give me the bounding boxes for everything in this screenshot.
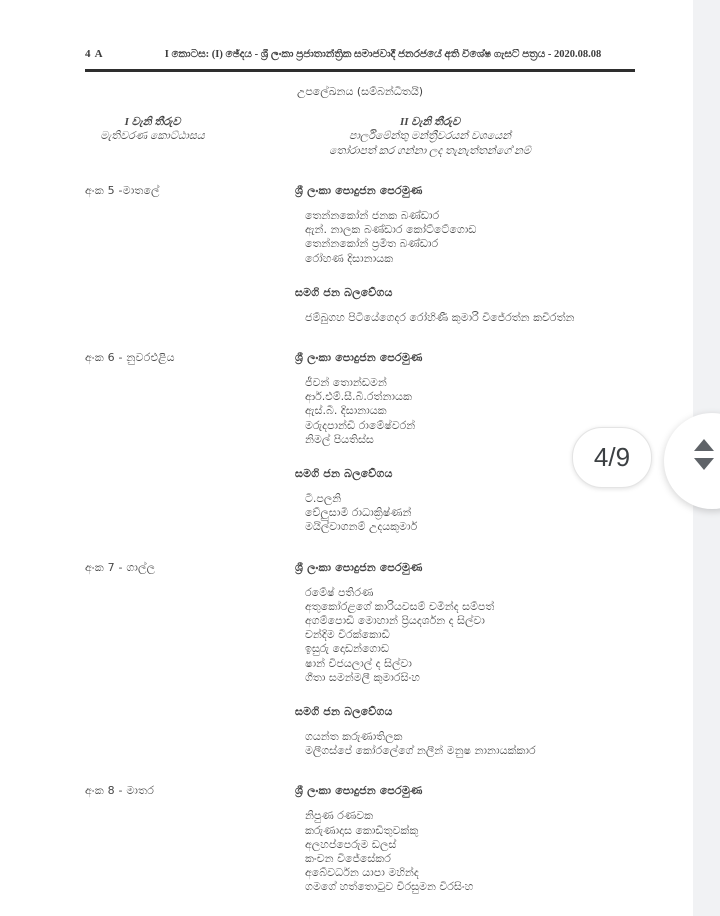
page-indicator-text: 4/9	[593, 442, 631, 472]
member-name: ගමගේ හත්තොටුව වීරසුමන වීරසිංහ	[305, 880, 474, 894]
district-section	[85, 784, 635, 894]
sections-container	[85, 184, 635, 895]
member-name: ෂාන් විජයලාල් ද සිල්වා	[305, 656, 412, 670]
header-rule	[85, 69, 635, 72]
district-label: අංක 6 - නුවරඑළිය	[85, 351, 175, 365]
column-right-subtitle-1: පාර්ලිමේන්තු මන්ත්‍රීවරයන් වශයෙන්	[348, 130, 512, 142]
member-name: රමේෂ් පතිරණ	[305, 585, 374, 599]
district-section	[85, 351, 635, 535]
party-block	[295, 561, 635, 685]
member-name: ටී.පලනි	[305, 492, 342, 506]
member-name: ජම්බුගහ පිටියේගෙදර රෝහිණී කුමාරි විජේරත්න කවිරත්න	[305, 310, 575, 324]
member-name: අබේවර්ධන යාපා මහින්ද	[305, 866, 419, 880]
member-name: චන්දිම වීරක්කොඩි	[305, 628, 390, 642]
member-name: වේලුසාමි රාධාක්‍රිෂ්ණන්	[305, 506, 412, 520]
column-headers	[85, 115, 635, 159]
member-list	[295, 209, 635, 266]
column-right-subtitle-2: තෝරාපත් කර ගන්නා ලද තැනැත්තන්ගේ නම්	[329, 144, 531, 157]
member-list	[295, 586, 635, 685]
page-number: 4 A	[85, 48, 104, 60]
column-left-title: I වැනි තීරුව	[124, 115, 181, 128]
member-name: ජීවන් තොන්ඩමන්	[305, 376, 387, 390]
member-name: නිමල් පියතිස්ස	[305, 432, 374, 446]
member-name: කරුණාදාස කොඩිතුවක්කු	[305, 823, 419, 837]
party-block	[295, 286, 635, 325]
member-list	[295, 809, 635, 894]
member-name: ඇස්.බී. දිසානායක	[305, 404, 387, 418]
member-name: අලහප්පෙරුම ඩලස්	[305, 837, 397, 851]
party-block	[295, 784, 635, 894]
district-label: අංක 7 - ගාල්ල	[85, 560, 156, 574]
district-parties	[295, 561, 635, 759]
member-name: මයිල්වාගනම් උදයකුමාර්	[305, 520, 418, 534]
member-name: අගම්පොඩි මොහාන් ප්‍රියදර්ශන ද සිල්වා	[305, 614, 485, 628]
member-name: ඉසුරු දොඩන්ගොඩ	[305, 642, 390, 656]
member-name: අතුකෝරළගේ කාරියවසම් චමින්ද සම්පත්	[305, 599, 495, 613]
member-name: ඇන්. නාලක බණ්ඩාර කෝට්ටේගොඩ	[305, 223, 477, 237]
page-indicator-pill	[572, 427, 652, 488]
district-label: අංක 8 - මාතර	[85, 784, 155, 798]
gazette-title: I කොටස: (I) ඡේදය - ශ්‍රී ලංකා ප්‍රජාතාන්ත්‍රික සමාජවාදී ජනරජයේ අති විශේෂ ගැසට් පත්‍රය - 2020.08.08	[164, 49, 602, 60]
member-name: තෙන්නකෝන් ජනක බණ්ඩාර	[305, 209, 440, 222]
district-section	[85, 561, 635, 759]
party-name: සමගි ජන බලවේගය	[295, 285, 393, 299]
member-list	[295, 730, 635, 758]
column-right-title: II වැනි තීරුව	[399, 115, 460, 128]
member-name: මලීගස්පේ කෝරලේගේ නලීන් මනුෂ නානායක්කාර	[305, 744, 536, 758]
district-section	[85, 184, 635, 325]
district-parties	[295, 784, 635, 894]
column-header-left	[85, 115, 295, 159]
party-block	[295, 705, 635, 758]
scroll-up-icon[interactable]	[694, 439, 714, 451]
member-name: නිපුණ රණවක	[305, 809, 374, 823]
member-name: ආර්.එම්.සී.බී.රත්නායක	[305, 390, 412, 404]
party-name: සමගි ජන බලවේගය	[295, 705, 393, 719]
party-name: ශ්‍රී ලංකා පොදුජන පෙරමුණ	[295, 560, 423, 574]
party-block	[295, 184, 635, 266]
member-list	[295, 311, 635, 325]
party-name: ශ්‍රී ලංකා පොදුජන පෙරමුණ	[295, 184, 423, 197]
column-left-subtitle: මැතිවරණ කොට්ඨාසය	[100, 130, 205, 142]
document-header	[85, 48, 635, 61]
schedule-subtitle: උපලේඛනය (සම්බන්ධිතයි)	[296, 84, 424, 98]
district-parties	[295, 184, 635, 325]
member-name: ගයන්ත කරුණාතිලක	[305, 730, 403, 744]
member-name: රෝහණ දිසානායක	[305, 251, 394, 265]
member-list	[295, 492, 635, 535]
district-label: අංක 5 -මාතලේ	[85, 184, 160, 197]
column-header-right	[295, 115, 565, 159]
member-name: මරුදපාන්ඩි රාමේෂ්වරන්	[305, 418, 416, 432]
party-name: ශ්‍රී ලංකා පොදුජන පෙරමුණ	[295, 351, 423, 365]
scroll-down-icon[interactable]	[694, 458, 714, 470]
member-name: ගීතා සමන්මලී කුමාරසිංහ	[305, 670, 420, 684]
party-name: සමගි ජන බලවේගය	[295, 467, 393, 481]
party-name: ශ්‍රී ලංකා පොදුජන පෙරමුණ	[295, 784, 423, 798]
scroll-arrows	[686, 439, 720, 470]
member-name: තෙන්නකෝන් ප්‍රමිත බණ්ඩාර	[305, 237, 439, 251]
member-name: කංචන විජේසේකර	[305, 852, 391, 866]
